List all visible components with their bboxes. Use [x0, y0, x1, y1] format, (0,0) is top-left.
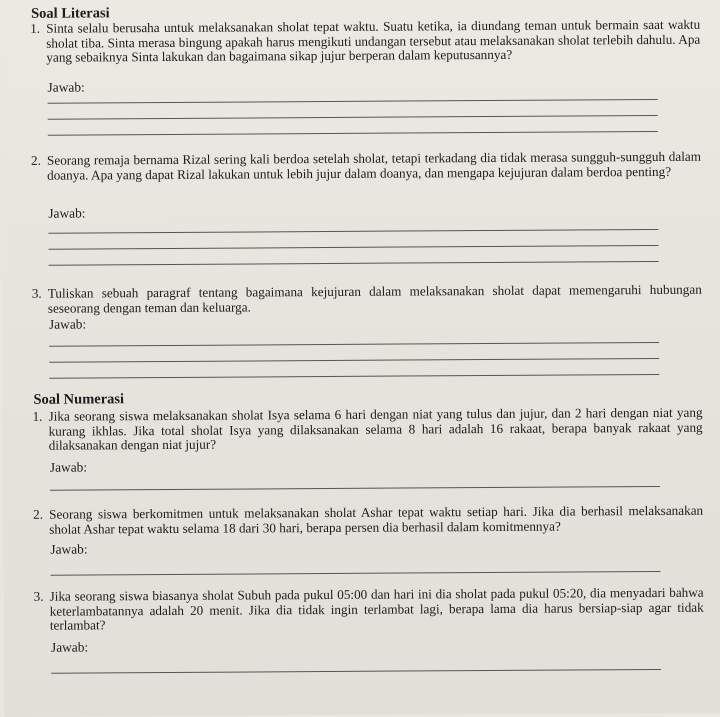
question-text: Jika seorang siswa biasanya sholat Subuh pada pukul 05:00 dan hari ini dia sholat pada pukul 05:20, dia menyadari bahwa keterlambatannya adalah 20 menit. Jika dia tidak ingin terlambat lagi, berapa lama dia harus bersiap-siap agar tidak terlambat? — [49, 584, 704, 633]
literasi-title: Soal Literasi — [31, 5, 110, 22]
question-text: Tuliskan sebuah paragraf tentang bagaimana kejujuran dalam melaksanakan sholat dapat memengaruhi hubungan seseorang dengan teman dan keluarga. — [47, 281, 702, 316]
answer-label: Jawab: — [48, 205, 86, 221]
literasi-question-2 — [31, 150, 701, 183]
question-number: 1. — [32, 408, 43, 424]
answer-line[interactable] — [49, 261, 659, 266]
answer-line[interactable] — [48, 99, 658, 104]
answer-line[interactable] — [48, 131, 658, 136]
literasi-question-1 — [30, 18, 700, 66]
question-number: 2. — [33, 506, 44, 522]
answer-line[interactable] — [49, 342, 659, 347]
answer-line[interactable] — [49, 358, 659, 363]
question-number: 1. — [30, 20, 41, 36]
answer-label: Jawab: — [49, 459, 88, 475]
numerasi-question-2 — [33, 504, 703, 537]
question-text: Sinta selalu berusaha untuk melaksanakan sholat tepat waktu. Suatu ketika, ia diundang teman untuk bermain saat waktu sholat tiba. Sinta merasa bingung apakah harus mengikuti undangan tersebut atau melaksanakan sholat terlebih dahulu. Apa yang sebaiknya Sinta lakukan dan bagaimana sikap jujur berperan dalam keputusannya? — [46, 16, 701, 65]
answer-label: Jawab: — [48, 316, 87, 332]
question-number: 2. — [30, 152, 41, 168]
question-text: Seorang siswa berkomitmen untuk melaksanakan sholat Ashar tepat waktu setiap hari. Jika dia berhasil melaksanakan sholat Ashar tepat waktu selama 18 dari 30 hari, berapa persen dia berhasil dalam komitmennya? — [49, 502, 704, 537]
answer-line[interactable] — [51, 669, 661, 674]
answer-label: Jawab: — [50, 541, 88, 557]
numerasi-question-3 — [34, 586, 704, 634]
question-number: 3. — [33, 588, 44, 604]
answer-line[interactable] — [49, 245, 659, 250]
answer-line[interactable] — [51, 571, 661, 576]
question-number: 3. — [31, 285, 42, 301]
answer-line[interactable] — [48, 115, 658, 120]
literasi-question-3 — [32, 283, 702, 316]
answer-label: Jawab: — [50, 639, 89, 655]
answer-label: Jawab: — [47, 79, 85, 95]
answer-line[interactable] — [49, 374, 659, 379]
answer-line[interactable] — [48, 229, 658, 234]
answer-line[interactable] — [50, 486, 660, 491]
question-text: Jika seorang siswa melaksanakan sholat Isya selama 6 hari dengan niat yang tulus dan jujur, dan 2 hari dengan niat yang kurang ikhlas. Jika total sholat Isya yang dilaksanakan selama 8 hari adalah 16 rakaat, berapa banyak rakaat yang dilaksanakan dengan niat jujur? — [48, 404, 703, 453]
question-text: Seorang remaja bernama Rizal sering kali berdoa setelah sholat, tetapi terkadang dia tidak merasa sungguh-sungguh dalam doanya. Apa yang dapat Rizal lakukan untuk lebih jujur dalam doanya, dan mengapa kejujuran dalam berdoa penting? — [46, 148, 702, 183]
numerasi-question-1 — [33, 406, 703, 454]
numerasi-title: Soal Numerasi — [33, 391, 125, 408]
